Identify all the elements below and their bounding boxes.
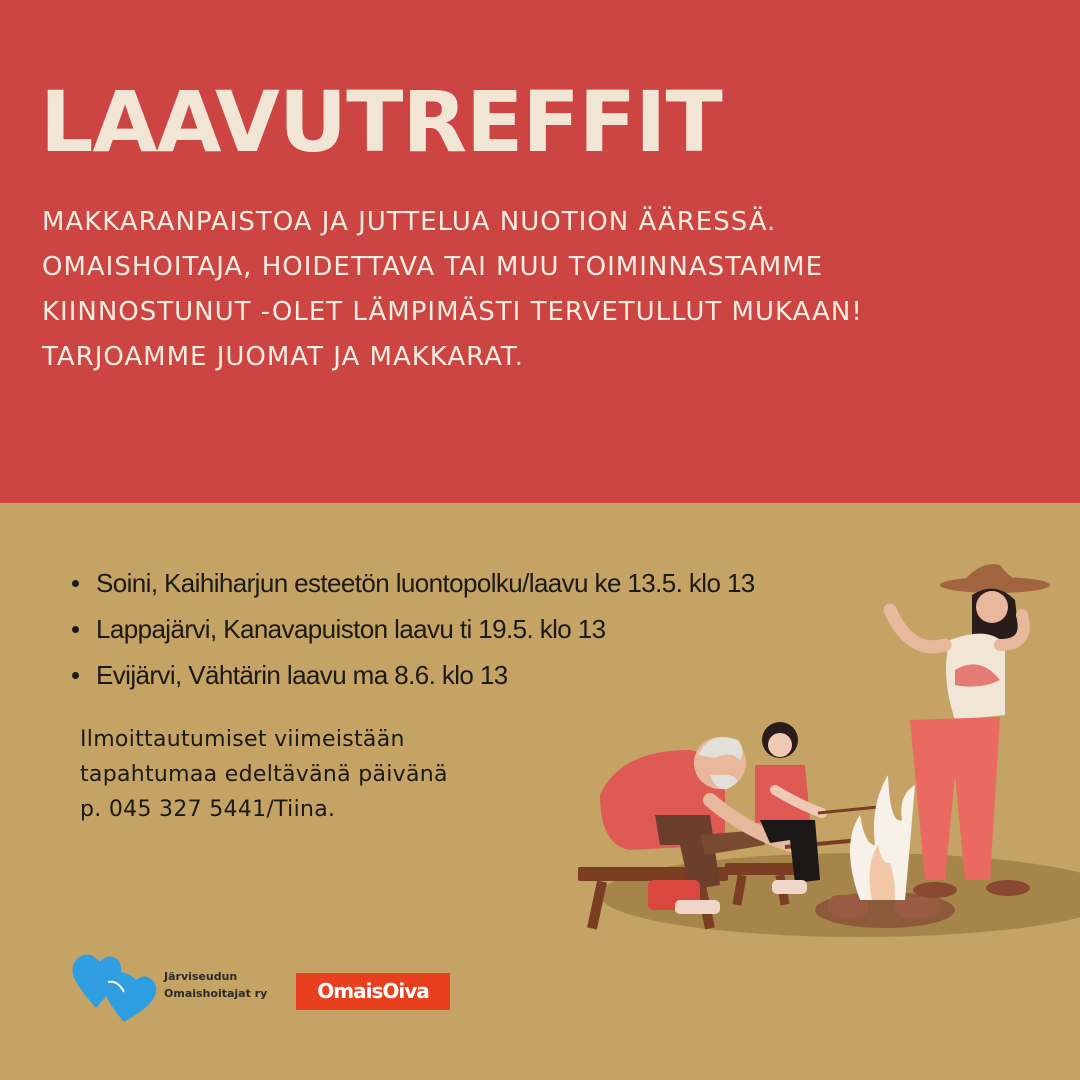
signup-line: tapahtumaa edeltävänä päivänä [80,762,448,787]
signup-line: Ilmoittautumiset viimeistään [80,727,405,752]
intro-line: TARJOAMME JUOMAT JA MAKKARAT. [42,342,524,372]
brand-logo [296,973,450,1010]
campfire-people-illustration [560,545,1080,945]
woman-figure [890,564,1050,898]
event-text: Evijärvi, Vähtärin laavu ma 8.6. klo 13 [96,660,508,690]
intro-line: MAKKARANPAISTOA JA JUTTELUA NUOTION ÄÄRESSÄ. [42,207,777,237]
page-title: LAAVUTREFFIT [40,73,722,171]
intro-line: OMAISHOITAJA, HOIDETTAVA TAI MUU TOIMINNASTAMME [42,252,824,282]
bullet-icon [72,672,79,679]
bullet-icon [72,626,79,633]
header-panel [0,0,1080,503]
signup-line: p. 045 327 5441/Tiina. [80,797,336,822]
org-name-line: Omaishoitajat ry [164,987,268,1000]
org-name-line: Järviseudun [164,970,238,983]
heart-logo-icon [68,950,160,1025]
brand-name: OmaisOiva [317,979,429,1003]
bullet-icon [72,580,79,587]
org-logo [68,950,268,1025]
intro-text [42,200,1052,380]
intro-line: KIINNOSTUNUT -OLET LÄMPIMÄSTI TERVETULLUT MUKAAN! [42,297,863,327]
org-name [164,968,267,1002]
event-text: Lappajärvi, Kanavapuiston laavu ti 19.5. klo 13 [96,614,606,644]
event-text: Soini, Kaihiharjun esteetön luontopolku/laavu ke 13.5. klo 13 [96,568,755,598]
signup-info [80,722,448,827]
